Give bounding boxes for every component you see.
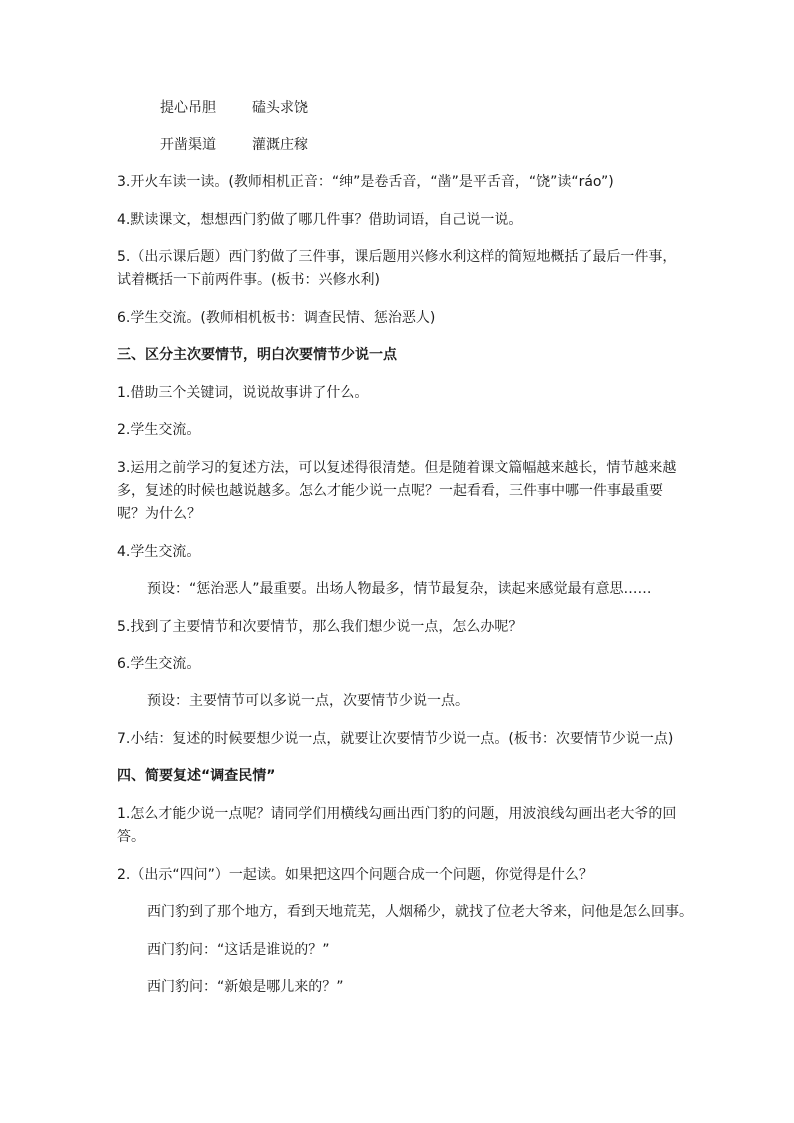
paragraph: 4.默读课文，想想西门豹做了哪几件事？借助词语，自己说一说。 <box>117 212 523 228</box>
section-heading: 三、区分主次要情节，明白次要情节少说一点 <box>117 347 397 363</box>
paragraph: 2.学生交流。 <box>117 422 201 438</box>
vocab-word: 磕头求饶 <box>252 100 308 116</box>
paragraph: 7.小结：复述的时候要想少说一点，就要让次要情节少说一点。(板书：次要情节少说一点) <box>117 731 674 747</box>
paragraph: 5.找到了主要情节和次要情节，那么我们想少说一点，怎么办呢？ <box>117 619 523 635</box>
quote-line: 西门豹问：“这话是谁说的？” <box>147 942 330 958</box>
paragraph: 5.（出示课后题）西门豹做了三件事，课后题用兴修水利这样的简短地概括了最后一件事，试着概括一下前两件事。(板书：兴修水利) <box>117 249 677 288</box>
paragraph: 2.（出示“四问”）一起读。如果把这四个问题合成一个问题，你觉得是什么？ <box>117 867 593 883</box>
quote-line: 西门豹问：“新娘是哪儿来的？” <box>147 979 344 995</box>
section-heading: 四、简要复述“调查民情” <box>117 768 276 784</box>
vocab-word: 提心吊胆 <box>160 100 216 116</box>
preset-answer: 预设：主要情节可以多说一点，次要情节少说一点。 <box>147 693 469 709</box>
paragraph: 1.怎么才能少说一点呢？请同学们用横线勾画出西门豹的问题，用波浪线勾画出老大爷的回答。 <box>117 806 677 845</box>
vocab-word: 灌溉庄稼 <box>252 137 308 153</box>
vocab-word: 开凿渠道 <box>160 137 216 153</box>
paragraph: 6.学生交流。 <box>117 656 201 672</box>
preset-answer: 预设：“惩治恶人”最重要。出场人物最多，情节最复杂，读起来感觉最有意思…… <box>147 581 652 597</box>
paragraph: 6.学生交流。(教师相机板书：调查民情、惩治恶人) <box>117 310 436 326</box>
paragraph: 1.借助三个关键词，说说故事讲了什么。 <box>117 385 369 401</box>
paragraph: 3.开火车读一读。(教师相机正音：“绅”是卷舌音，“凿”是平舌音，“饶”读“ráo”) <box>117 174 614 190</box>
paragraph: 4.学生交流。 <box>117 544 201 560</box>
quote-line: 西门豹到了那个地方，看到天地荒芜，人烟稀少，就找了位老大爷来，问他是怎么回事。 <box>147 904 693 920</box>
paragraph: 3.运用之前学习的复述方法，可以复述得很清楚。但是随着课文篇幅越来越长，情节越来越多，复述的时候也越说越多。怎么才能少说一点呢？一起看看，三件事中哪一件事最重要呢？为什么？ <box>117 460 677 522</box>
